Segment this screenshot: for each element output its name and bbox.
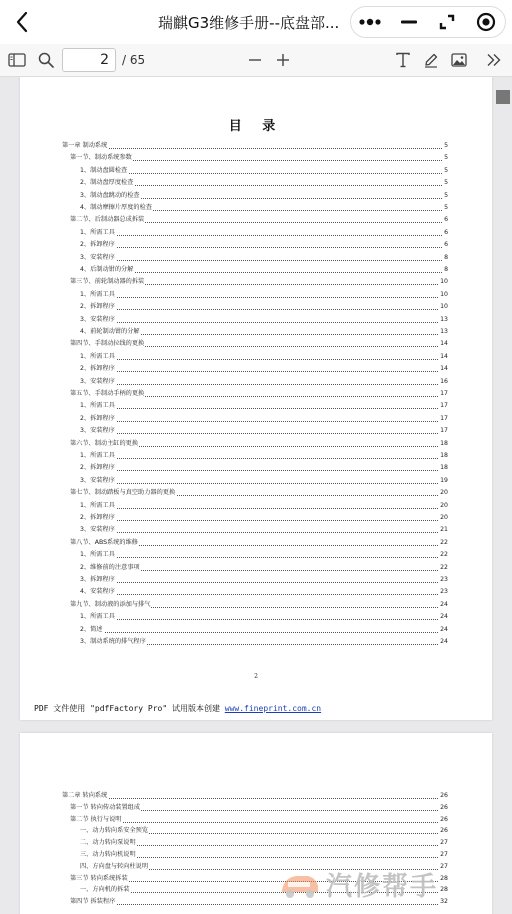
toc-entry[interactable] <box>20 599 492 611</box>
toc-entry-title: 2、拆卸程序 <box>80 363 116 375</box>
toc-entry-page: 27 <box>439 837 448 849</box>
sidebar-icon <box>8 53 26 67</box>
toc-entry-title: 1、所需工具 <box>80 289 116 301</box>
toc-entry-title: 3、安装程序 <box>80 524 116 536</box>
toc-entry-title: 一、动力转向系安全预览 <box>80 825 149 837</box>
toc-entry-page: 8 <box>443 264 448 276</box>
toc-entry[interactable] <box>20 363 492 375</box>
toc-entry[interactable] <box>20 326 492 338</box>
back-button[interactable] <box>10 10 34 34</box>
toc-entry-title: 2、拆卸程序 <box>80 512 116 524</box>
zoom-out-button[interactable] <box>243 48 267 72</box>
toc-entry[interactable] <box>20 400 492 412</box>
toc-entry-page: 16 <box>439 376 448 388</box>
toc-leader-dots <box>80 470 446 471</box>
toc-entry[interactable] <box>20 252 492 264</box>
toc-entry-page: 28 <box>439 884 448 896</box>
toc-entry-title: 1、所需工具 <box>80 400 116 412</box>
toc-leader-dots <box>62 148 446 149</box>
toc-entry-page: 10 <box>439 289 448 301</box>
toc-entry-page: 32 <box>439 896 448 908</box>
toc-entry-page: 17 <box>439 413 448 425</box>
toc-entry-page: 20 <box>439 500 448 512</box>
toc-entry-page: 22 <box>439 562 448 574</box>
toc-entry-page: 5 <box>443 202 448 214</box>
toc-entry-title: 1、所需工具 <box>80 611 116 623</box>
toc-leader-dots <box>80 371 446 372</box>
toc-entry-page: 14 <box>439 351 448 363</box>
toc-entry-page: 20 <box>439 512 448 524</box>
toc-entry-title: 2、拆卸程序 <box>80 413 116 425</box>
toc-entry-page: 24 <box>439 611 448 623</box>
toc-entry[interactable] <box>20 289 492 301</box>
toc-leader-dots <box>80 594 446 595</box>
toc-entry-page: 18 <box>439 462 448 474</box>
toc-entry[interactable] <box>20 438 492 450</box>
toc-entry-page: 26 <box>439 802 448 814</box>
toc-entry-page: 6 <box>443 239 448 251</box>
toc-entry-page: 21 <box>439 524 448 536</box>
search-icon <box>38 52 54 68</box>
page-number: 2 <box>254 673 258 680</box>
toc-entry-title: 第二节、后制动器总成拆装 <box>70 214 145 226</box>
toc-entry-title: 1、所需工具 <box>80 500 116 512</box>
toc-entry[interactable] <box>20 624 492 636</box>
toc-entry[interactable] <box>20 450 492 462</box>
toc-entry-title: 四、方向盘与转向柱说明 <box>80 861 149 873</box>
target-close-icon <box>476 12 496 32</box>
toc-entry-title: 第一章 制动系统 <box>62 140 108 152</box>
toc-entry-title: 第八节、ABS系统的维修 <box>70 537 139 549</box>
toc-entry[interactable] <box>20 549 492 561</box>
toc-entry-page: 22 <box>439 549 448 561</box>
toc-entry[interactable] <box>20 276 492 288</box>
car-logo-icon <box>278 868 322 902</box>
toc-leader-dots <box>80 384 446 385</box>
toc-entry-title: 4、制动摩擦片厚度的检查 <box>80 202 153 214</box>
minus-icon <box>401 20 417 24</box>
toc-leader-dots <box>80 185 446 186</box>
toc-entry-title: 1、所需工具 <box>80 549 116 561</box>
toc-entry-page: 24 <box>439 636 448 648</box>
toc-entry-page: 10 <box>439 301 448 313</box>
toc-entry-title: 二、动力转向泵说明 <box>80 837 137 849</box>
toc-entry-title: 第七节、制动踏板与真空助力器的更换 <box>70 487 176 499</box>
toc-entry-page: 23 <box>439 574 448 586</box>
text-tool-button[interactable] <box>391 48 415 72</box>
document-title: 瑞麒G3维修手册--底盘部... <box>158 14 340 32</box>
toc-entry[interactable] <box>20 314 492 326</box>
more-dots-icon <box>359 18 381 26</box>
toc-entry[interactable] <box>20 351 492 363</box>
toc-entry-title: 第九节、制动液的添加与排气 <box>70 599 151 611</box>
toc-entry-title: 2、拆卸程序 <box>80 301 116 313</box>
restore-button[interactable] <box>428 7 467 37</box>
toc-entry-page: 14 <box>439 338 448 350</box>
minimize-button[interactable] <box>390 7 429 37</box>
toc-entry[interactable] <box>20 611 492 623</box>
toc-entry-page: 5 <box>443 177 448 189</box>
toc-leader-dots <box>80 508 446 509</box>
toc-entry[interactable] <box>20 524 492 536</box>
toc-leader-dots <box>80 408 446 409</box>
toc-entry-page: 14 <box>439 363 448 375</box>
toc-entry-title: 4、后制动钳的分解 <box>80 264 134 276</box>
toc-entry-page: 13 <box>439 326 448 338</box>
toc-entry[interactable] <box>20 214 492 226</box>
toc-entry-page: 28 <box>439 873 448 885</box>
toc-entry[interactable] <box>20 512 492 524</box>
toc-entry[interactable] <box>20 301 492 313</box>
toc-entry-page: 26 <box>439 825 448 837</box>
toc-entry[interactable] <box>20 487 492 499</box>
toc-entry-page: 17 <box>439 400 448 412</box>
toc-entry-title: 3、安装程序 <box>80 252 116 264</box>
toc-entry-title: 第四节 拆装程序 <box>70 896 116 908</box>
toc-leader-dots <box>80 359 446 360</box>
zoom-in-button[interactable] <box>271 48 295 72</box>
footer-text: PDF 文件使用 "pdfFactory Pro" 试用版本创建 <box>34 704 225 713</box>
toc-entry[interactable] <box>20 177 492 189</box>
toc-leader-dots <box>80 247 446 248</box>
toc-entry-title: 第四节、手制动拉线的更换 <box>70 338 145 350</box>
toc-leader-dots <box>80 297 446 298</box>
toc-entry-title: 三、动力转向机说明 <box>80 849 137 861</box>
page-number-input[interactable] <box>62 48 116 72</box>
toc-entry-title: 第五节、手制动手柄的更换 <box>70 388 145 400</box>
toc-entry-title: 第一节 转向传动装置组成 <box>70 802 141 814</box>
toc-entry[interactable] <box>20 413 492 425</box>
toc-entry-page: 17 <box>439 388 448 400</box>
toc-entry[interactable] <box>20 802 492 814</box>
pdf-viewer[interactable] <box>0 77 512 914</box>
toc-entry-page: 5 <box>443 190 448 202</box>
toc-leader-dots <box>80 309 446 310</box>
toc-entry[interactable] <box>20 202 492 214</box>
toc-entry[interactable] <box>20 574 492 586</box>
double-chevron-right-icon <box>486 53 502 67</box>
toc-entry-title: 3、制动盘跳动的检查 <box>80 190 141 202</box>
toc-leader-dots <box>80 322 446 323</box>
toc-entry[interactable] <box>20 586 492 598</box>
toc-entry-page: 18 <box>439 438 448 450</box>
toc-entry-title: 2、拆卸程序 <box>80 462 116 474</box>
restore-icon <box>439 14 455 30</box>
toc-leader-dots <box>80 433 446 434</box>
toc-entry-title: 3、安装程序 <box>80 376 116 388</box>
pdf-footer <box>34 703 321 714</box>
toc-entry[interactable] <box>20 425 492 437</box>
toc-entry-page: 5 <box>443 140 448 152</box>
toc-entry-page: 17 <box>439 425 448 437</box>
image-icon <box>451 53 467 67</box>
toc-entry-title: 2、制动盘厚度检查 <box>80 177 134 189</box>
toc-entry-title: 2、简述 <box>80 624 104 636</box>
more-tools-button[interactable] <box>482 48 506 72</box>
text-icon <box>395 52 411 68</box>
toc-leader-dots <box>80 532 446 533</box>
toc-entry-page: 20 <box>439 487 448 499</box>
toc-entry[interactable] <box>20 562 492 574</box>
toc-entry[interactable] <box>20 190 492 202</box>
toc-entry-page: 5 <box>443 152 448 164</box>
toc-entry-title: 第一节、制动系统参数 <box>70 152 133 164</box>
mini-program-capsule <box>350 6 506 38</box>
toc-leader-dots <box>80 272 446 273</box>
toc-entry[interactable] <box>20 140 492 152</box>
toc-entry[interactable] <box>20 636 492 648</box>
toc-entry[interactable] <box>20 537 492 549</box>
watermark <box>278 855 512 914</box>
scrollbar-thumb[interactable] <box>496 90 510 104</box>
toc-entry[interactable] <box>20 227 492 239</box>
toc-entry-title: 2、拆卸程序 <box>80 239 116 251</box>
minus-icon <box>248 53 262 67</box>
toc-leader-dots <box>80 235 446 236</box>
toc-entry[interactable] <box>20 239 492 251</box>
close-button[interactable] <box>467 7 506 37</box>
toc-leader-dots <box>80 483 446 484</box>
toc-entry-page: 8 <box>443 252 448 264</box>
toc-entry-page: 27 <box>439 849 448 861</box>
search-button[interactable] <box>34 48 58 72</box>
toc-leader-dots <box>80 458 446 459</box>
toc-entry-title: 3、制动系统的排气程序 <box>80 636 147 648</box>
toc-leader-dots <box>80 619 446 620</box>
sidebar-toggle-button[interactable] <box>5 48 29 72</box>
toc-entry[interactable] <box>20 825 492 837</box>
toc-leader-dots <box>80 557 446 558</box>
toc-entry-title: 3、安装程序 <box>80 425 116 437</box>
toc-leader-dots <box>80 260 446 261</box>
toc-leader-dots <box>80 632 446 633</box>
toc-entry[interactable] <box>20 790 492 802</box>
toc-entry-title: 3、拆卸程序 <box>80 574 116 586</box>
toc-entry-title: 1、所需工具 <box>80 227 116 239</box>
toc-entry-title: 第二章 转向系统 <box>62 790 108 802</box>
toc-leader-dots <box>80 582 446 583</box>
toc-entry-title: 1、所需工具 <box>80 351 116 363</box>
toc-heading: 目 录 <box>228 119 284 134</box>
toc-entry-page: 13 <box>439 314 448 326</box>
toc-entry[interactable] <box>20 264 492 276</box>
toc-entry-page: 26 <box>439 790 448 802</box>
pdf-toolbar <box>0 44 512 77</box>
toc-entry-page: 24 <box>439 599 448 611</box>
toc-entry-title: 1、制动盘圆检查 <box>80 165 128 177</box>
toc-leader-dots <box>80 173 446 174</box>
footer-link[interactable]: www.fineprint.com.cn <box>224 704 322 713</box>
toc-entry-title: 3、安装程序 <box>80 314 116 326</box>
title-bar <box>0 0 512 45</box>
toc-entry-title: 3、安装程序 <box>80 475 116 487</box>
toc-entry-page: 6 <box>443 227 448 239</box>
toc-entry-page: 27 <box>439 861 448 873</box>
toc-entry-page: 19 <box>439 475 448 487</box>
toc-entry[interactable] <box>20 462 492 474</box>
toc-entry-title: 第三节、前轮制动器的拆装 <box>70 276 145 288</box>
chevron-left-icon <box>15 11 29 33</box>
toc-entry[interactable] <box>20 814 492 826</box>
toc-entry-title: 第二节 执行与说明 <box>70 814 122 826</box>
toc-entry-page: 22 <box>439 537 448 549</box>
toc-entry[interactable] <box>20 388 492 400</box>
toc-leader-dots <box>80 421 446 422</box>
toc-entry[interactable] <box>20 338 492 350</box>
toc-leader-dots <box>62 798 446 799</box>
toc-entry[interactable] <box>20 376 492 388</box>
toc-entry[interactable] <box>20 500 492 512</box>
watermark-text: 汽修帮手 <box>326 872 439 902</box>
toc-entry[interactable] <box>20 475 492 487</box>
toc-entry-page: 5 <box>443 165 448 177</box>
draw-tool-button[interactable] <box>419 48 443 72</box>
more-button[interactable] <box>351 7 390 37</box>
toc-entry-page: 10 <box>439 276 448 288</box>
image-tool-button[interactable] <box>447 48 471 72</box>
toc-entry-title: 2、维修前的注意事项 <box>80 562 141 574</box>
toc-leader-dots <box>70 822 446 823</box>
toc-entry-page: 24 <box>439 624 448 636</box>
toc-entry-page: 26 <box>439 814 448 826</box>
page-total-label: / 65 <box>122 53 146 67</box>
pdf-page <box>20 77 492 720</box>
toc-entry-title: 一、方向机的拆装 <box>80 884 131 896</box>
toc-entry[interactable] <box>20 837 492 849</box>
toc-entry-title: 第六节、制动主缸的更换 <box>70 438 139 450</box>
toc-entry[interactable] <box>20 152 492 164</box>
toc-entry-title: 1、所需工具 <box>80 450 116 462</box>
toc-leader-dots <box>80 520 446 521</box>
toc-entry-page: 6 <box>443 214 448 226</box>
toc-entry[interactable] <box>20 165 492 177</box>
plus-icon <box>276 53 290 67</box>
toc-entry-page: 18 <box>439 450 448 462</box>
toc-entry-title: 4、前轮制动钳的分解 <box>80 326 141 338</box>
toc-entry-title: 4、安装程序 <box>80 586 116 598</box>
toc-entry-page: 23 <box>439 586 448 598</box>
toc-entry-title: 第三节 转向系统拆装 <box>70 873 129 885</box>
pen-icon <box>423 52 439 68</box>
